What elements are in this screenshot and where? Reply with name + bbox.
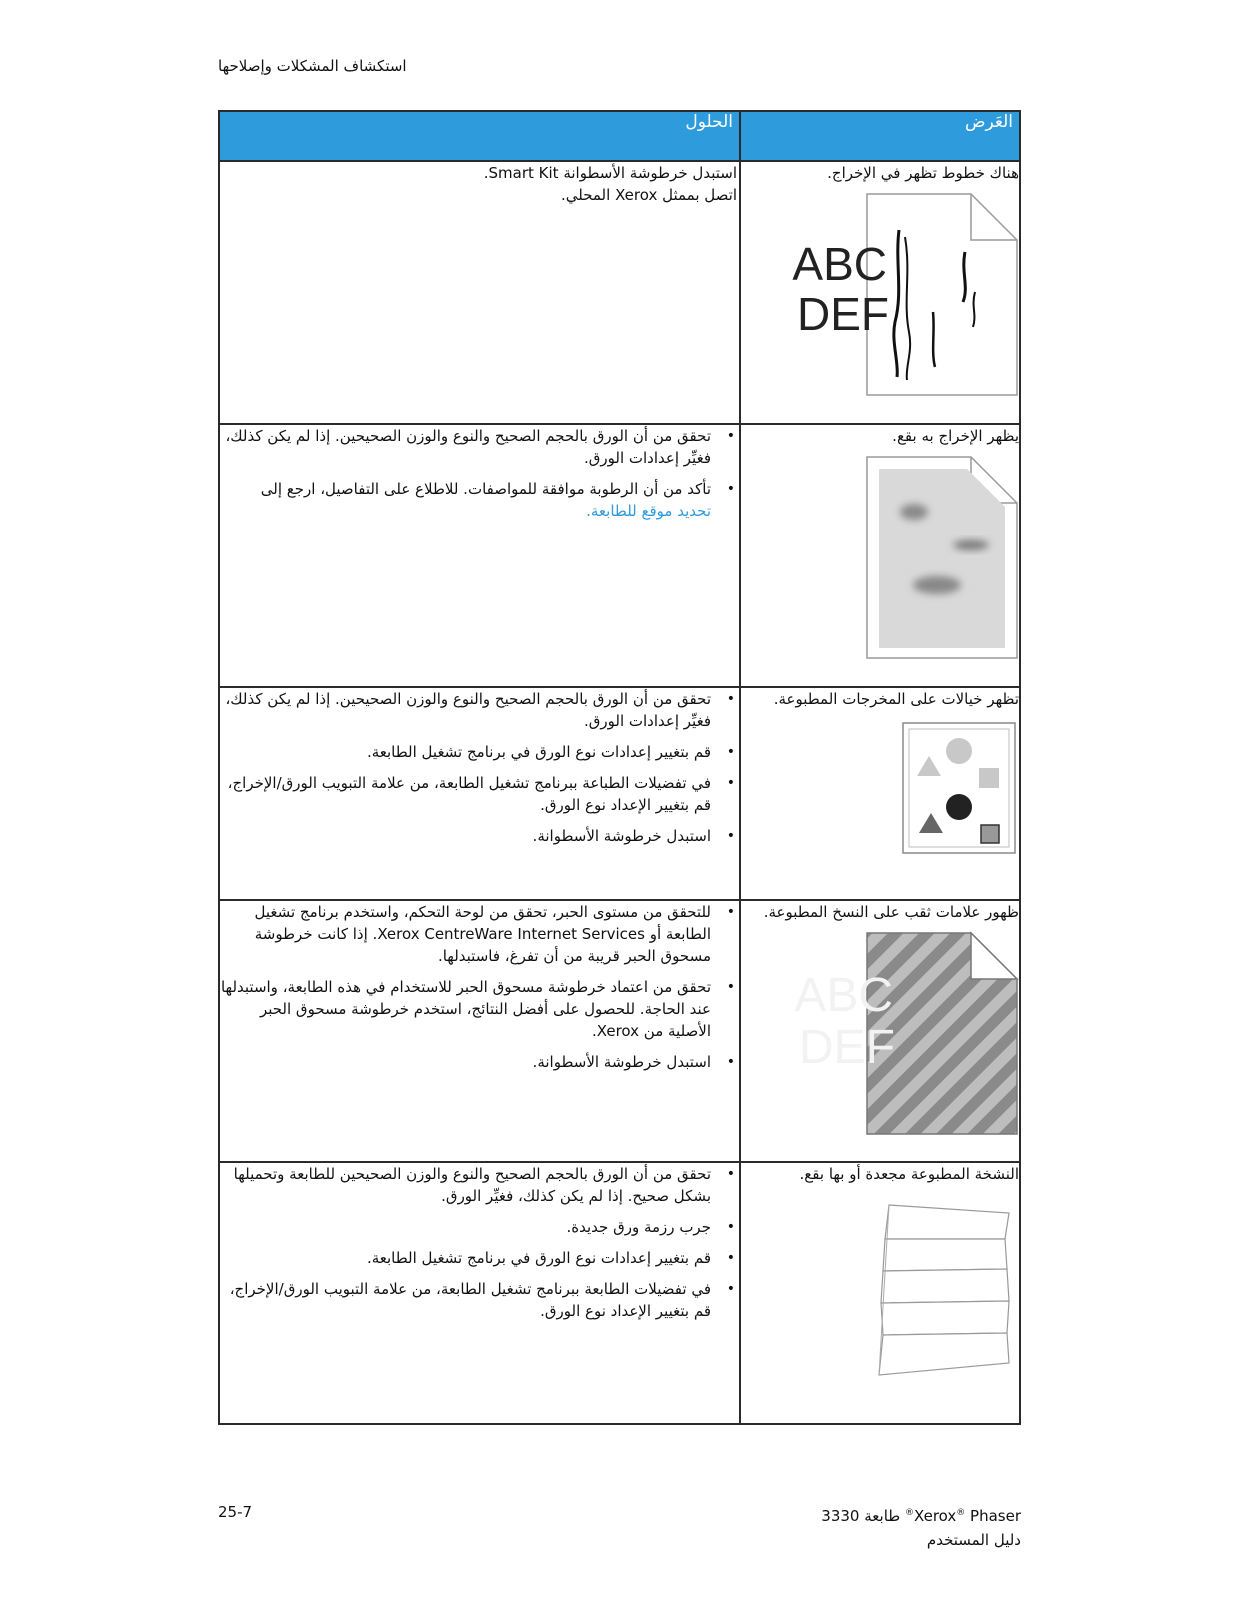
solution-cell — [219, 687, 740, 900]
list-item: • جرب رزمة ورق جديدة. — [566, 1218, 735, 1236]
table-row — [219, 1162, 1020, 1424]
list-item: • في تفضيلات الطابعة ببرنامج تشغيل الطابعة، من علامة التبويب الورق/الإخراج، قم بتغيير الإعداد نوع الورق. — [229, 1280, 735, 1320]
table-header-row — [219, 111, 1020, 161]
list-item: • استبدل خرطوشة الأسطوانة. — [532, 827, 735, 845]
header-problem: العَرض — [740, 111, 1020, 161]
list-item: • استبدل خرطوشة الأسطوانة. — [532, 1053, 735, 1071]
solution-text: استبدل خرطوشة الأسطوانة Smart Kit. — [483, 164, 737, 182]
list-item: • تأكد من أن الرطوبة موافقة للمواصفات. للاطلاع على التفاصيل، ارجع إلى تحديد موقع للطابعة. — [260, 480, 735, 520]
ghosting-sample-image — [859, 718, 1019, 858]
solution-cell — [219, 1162, 740, 1424]
solution-list — [220, 688, 739, 847]
wrinkled-sample-image — [859, 1193, 1019, 1398]
solution-cell — [219, 900, 740, 1162]
problem-cell — [740, 161, 1020, 424]
sample-text-line2: DEF — [797, 288, 889, 340]
sample-text-line1: ABC — [792, 238, 887, 290]
table-row — [219, 424, 1020, 687]
list-item: • تحقق من أن الورق بالحجم الصحيح والنوع والوزن الصحيحين. إذا لم يكن كذلك، فغيِّر إعدادات الورق. — [225, 690, 735, 730]
footer-product — [821, 1501, 1021, 1552]
list-item: • في تفضيلات الطباعة ببرنامج تشغيل الطابعة، من علامة التبويب الورق/الإخراج، قم بتغيير الإعداد نوع الورق. — [227, 774, 735, 814]
problem-cell — [740, 424, 1020, 687]
list-item: • تحقق من أن الورق بالحجم الصحيح والنوع والوزن الصحيحين. إذا لم يكن كذلك، فغيِّر إعدادات الورق. — [225, 427, 735, 467]
sample-text-line2: DEF — [799, 1021, 895, 1074]
problem-text: النشخة المطبوعة مجعدة أو بها بقع. — [799, 1165, 1019, 1183]
streaks-sample-image — [792, 192, 1019, 397]
problem-text: يظهر الإخراج به بقع. — [892, 427, 1019, 445]
location-link[interactable]: تحديد موقع للطابعة. — [586, 502, 711, 520]
problem-cell — [740, 1162, 1020, 1424]
problem-text: تظهر خيالات على المخرجات المطبوعة. — [773, 690, 1019, 708]
list-item: • تحقق من اعتماد خرطوشة مسحوق الحبر للاستخدام في هذه الطابعة، واستبدلها عند الحاجة. للحصول على أفضل النتائج، استخدم خرطوشة مسحوق الحبر الأصلية من Xerox. — [220, 978, 735, 1040]
sample-text-line1: ABC — [794, 969, 893, 1022]
solution-cell — [219, 424, 740, 687]
hole-marks-sample-image — [794, 931, 1019, 1136]
page-number: 25-7 — [218, 1503, 253, 1521]
footer-product-name: Phaser — [970, 1507, 1021, 1525]
problem-text: ظهور علامات ثقب على النسخ المطبوعة. — [763, 903, 1019, 921]
solution-list — [220, 425, 739, 522]
solution-cell — [219, 161, 740, 424]
solution-list — [220, 1163, 739, 1322]
problem-cell — [740, 900, 1020, 1162]
table-row — [219, 687, 1020, 900]
list-item: • تحقق من أن الورق بالحجم الصحيح والنوع والوزن الصحيحين للطابعة وتحميلها بشكل صحيح. إذا لم يكن كذلك، فغيِّر الورق. — [233, 1165, 735, 1205]
header-solution: الحلول — [219, 111, 740, 161]
list-item: • قم بتغيير إعدادات نوع الورق في برنامج تشغيل الطابعة. — [366, 1249, 735, 1267]
problem-cell — [740, 687, 1020, 900]
list-item: • قم بتغيير إعدادات نوع الورق في برنامج تشغيل الطابعة. — [366, 743, 735, 761]
table-row — [219, 900, 1020, 1162]
problem-text: هناك خطوط تظهر في الإخراج. — [827, 164, 1019, 182]
solution-list — [220, 901, 739, 1073]
list-item: • للتحقق من مستوى الحبر، تحقق من لوحة التحكم، واستخدم برنامج تشغيل الطابعة أو Xerox CentreWare Internet Services. إذا كانت خرطوشة مسحوق الحبر قريبة من أن تفرغ، فاستبدلها. — [254, 903, 735, 965]
running-header: استكشاف المشكلات وإصلاحها — [218, 57, 407, 75]
footer-product-line: Xerox® Phaser® طابعة 3330 — [821, 1507, 1021, 1525]
solution-text: اتصل بممثل Xerox المحلي. — [560, 186, 737, 204]
table-row — [219, 161, 1020, 424]
footer-guide: دليل المستخدم — [926, 1531, 1021, 1549]
troubleshooting-table — [218, 110, 1021, 1425]
smudges-sample-image — [859, 455, 1019, 660]
footer-brand: Xerox — [913, 1507, 957, 1525]
footer-model: طابعة 3330 — [821, 1507, 901, 1525]
